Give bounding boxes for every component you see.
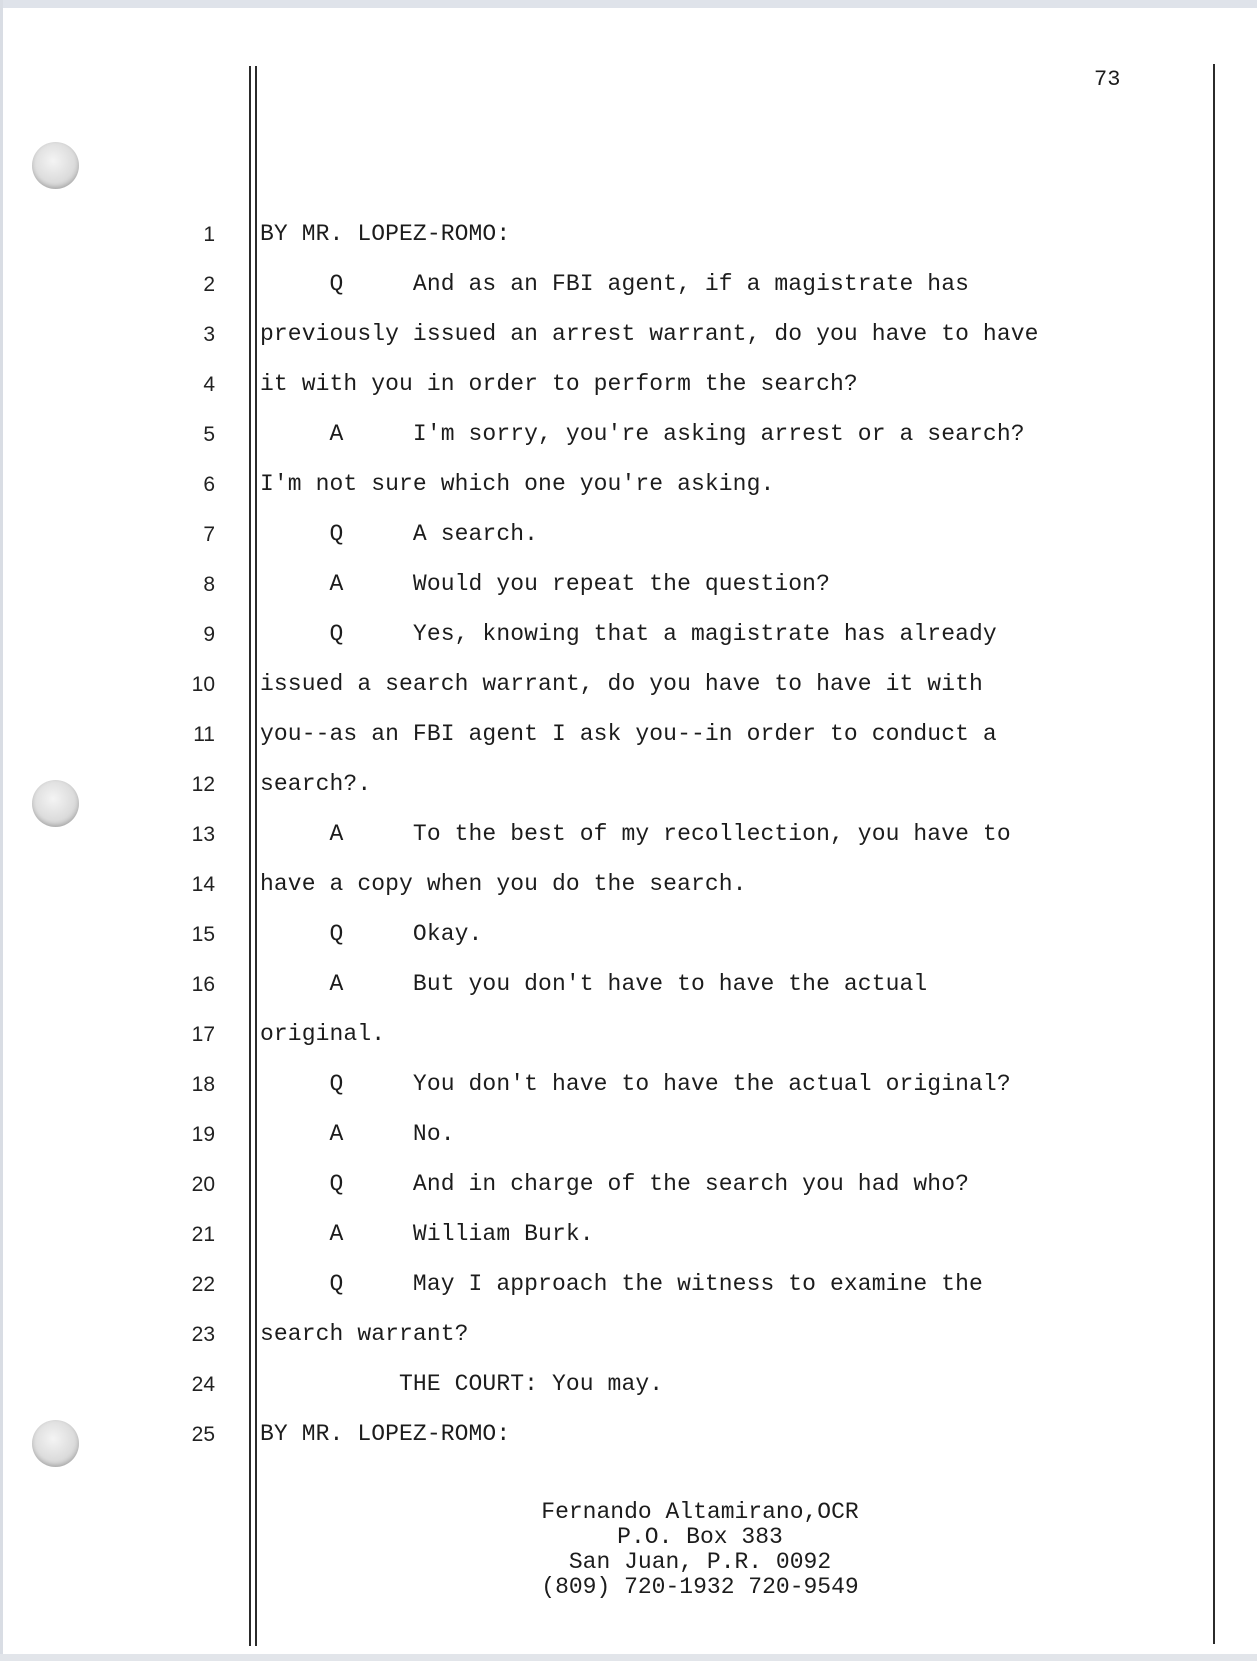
transcript-line: it with you in order to perform the search? [260, 371, 858, 397]
transcript-line: have a copy when you do the search. [260, 871, 747, 897]
transcript-line: Q You don't have to have the actual original? [260, 1071, 1011, 1097]
transcript-line: Q And as an FBI agent, if a magistrate has [260, 271, 970, 297]
transcript-line: A No. [260, 1121, 455, 1147]
transcript-line: Q Okay. [260, 921, 483, 947]
transcript-line: A But you don't have to have the actual [260, 971, 928, 997]
transcript-line: previously issued an arrest warrant, do you have to have [260, 321, 1039, 347]
line-number: 11 [193, 723, 215, 746]
transcript-line: original. [260, 1021, 386, 1047]
line-number: 15 [191, 923, 215, 946]
line-number: 19 [191, 1123, 215, 1146]
reporter-phone: (809) 720-1932 720-9549 [541, 1574, 859, 1600]
transcript-line: Q Yes, knowing that a magistrate has already [260, 621, 997, 647]
line-number: 10 [191, 673, 215, 696]
transcript-line: Q And in charge of the search you had who? [260, 1171, 970, 1197]
line-number: 20 [191, 1173, 215, 1196]
page-edge-top [0, 0, 1257, 8]
line-number: 3 [203, 323, 215, 346]
transcript-line: issued a search warrant, do you have to have it with [260, 671, 983, 697]
transcript-line: I'm not sure which one you're asking. [260, 471, 775, 497]
line-number: 18 [191, 1073, 215, 1096]
transcript-line: BY MR. LOPEZ-ROMO: [260, 221, 511, 247]
transcript-line: search?. [260, 771, 372, 797]
left-margin-rule-outer [249, 66, 251, 1646]
transcript-line: A Would you repeat the question? [260, 571, 830, 597]
reporter-address-line-1: P.O. Box 383 [617, 1524, 783, 1550]
transcript-line: BY MR. LOPEZ-ROMO: [260, 1421, 511, 1447]
right-margin-rule [1213, 64, 1215, 1644]
line-number: 8 [203, 573, 215, 596]
line-number: 22 [191, 1273, 215, 1296]
transcript-line: search warrant? [260, 1321, 469, 1347]
line-number: 24 [191, 1373, 215, 1396]
transcript-line: Q May I approach the witness to examine the [260, 1271, 983, 1297]
line-number: 21 [191, 1223, 215, 1246]
line-number: 16 [191, 973, 215, 996]
line-number: 25 [191, 1423, 215, 1446]
line-number: 4 [203, 373, 215, 396]
line-number: 7 [203, 523, 215, 546]
binder-hole-middle [32, 780, 79, 827]
transcript-line: you--as an FBI agent I ask you--in order to conduct a [260, 721, 997, 747]
left-margin-rule-inner [255, 66, 257, 1646]
line-number: 6 [203, 473, 215, 496]
binder-hole-top [32, 142, 79, 189]
transcript-line: THE COURT: You may. [260, 1371, 664, 1397]
transcript-line: A William Burk. [260, 1221, 594, 1247]
line-number: 12 [191, 773, 215, 796]
line-number: 9 [203, 623, 215, 646]
line-number: 1 [203, 223, 215, 246]
binder-hole-bottom [32, 1420, 79, 1467]
reporter-address-line-2: San Juan, P.R. 0092 [568, 1549, 832, 1575]
line-number: 5 [203, 423, 215, 446]
line-number: 17 [191, 1023, 215, 1046]
transcript-line: A I'm sorry, you're asking arrest or a search? [260, 421, 1025, 447]
line-number: 14 [191, 873, 215, 896]
page-edge-bottom [0, 1654, 1257, 1661]
line-number: 23 [191, 1323, 215, 1346]
page-edge-left [0, 0, 3, 1661]
reporter-name: Fernando Altamirano,OCR [541, 1499, 859, 1525]
transcript-line: A To the best of my recollection, you have to [260, 821, 1011, 847]
line-number: 2 [203, 273, 215, 296]
line-number: 13 [191, 823, 215, 846]
transcript-line: Q A search. [260, 521, 539, 547]
page-number: 73 [1094, 67, 1121, 92]
